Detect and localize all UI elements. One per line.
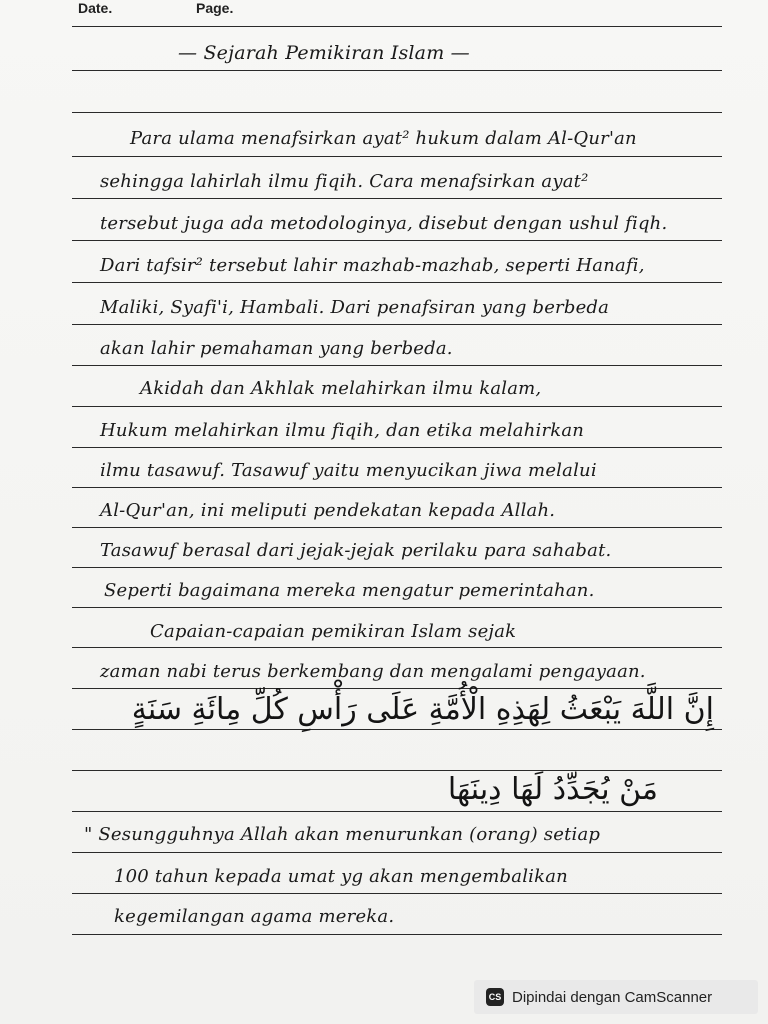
note-line: Hukum melahirkan ilmu fiqih, dan etika melahirkan xyxy=(100,420,585,441)
arabic-line: مَنْ يُجَدِّدُ لَهَا دِينَهَا xyxy=(447,772,658,807)
ruled-line xyxy=(72,487,722,488)
ruled-line xyxy=(72,198,722,199)
translation-line: kegemilangan agama mereka. xyxy=(114,906,395,927)
ruled-line xyxy=(72,156,722,157)
note-line: tersebut juga ada metodologinya, disebut dengan ushul fiqh. xyxy=(100,213,668,234)
camscanner-watermark xyxy=(474,980,758,1014)
translation-line: 100 tahun kepada umat yg akan mengembalikan xyxy=(114,866,568,887)
translation-line: " Sesungguhnya Allah akan menurunkan (orang) setiap xyxy=(84,824,601,845)
note-title: — Sejarah Pemikiran Islam — xyxy=(178,42,470,64)
ruled-line xyxy=(72,647,722,648)
ruled-line xyxy=(72,567,722,568)
ruled-line xyxy=(72,282,722,283)
ruled-line xyxy=(72,688,722,689)
note-line: Maliki, Syafi'i, Hambali. Dari penafsiran yang berbeda xyxy=(100,297,610,318)
camscanner-icon: CS xyxy=(486,988,504,1006)
note-line: zaman nabi terus berkembang dan mengalami pengayaan. xyxy=(100,661,646,682)
note-line: Akidah dan Akhlak melahirkan ilmu kalam, xyxy=(140,378,542,399)
ruled-line xyxy=(72,26,722,27)
watermark-text: Dipindai dengan CamScanner xyxy=(512,988,713,1006)
ruled-line xyxy=(72,406,722,407)
ruled-line xyxy=(72,607,722,608)
note-line: Capaian-capaian pemikiran Islam sejak xyxy=(150,621,517,642)
ruled-line xyxy=(72,240,722,241)
note-line: akan lahir pemahaman yang berbeda. xyxy=(100,338,453,359)
date-label: Date. xyxy=(78,0,113,16)
note-line: ilmu tasawuf. Tasawuf yaitu menyucikan jiwa melalui xyxy=(100,460,597,481)
arabic-line: إِنَّ اللَّهَ يَبْعَثُ لِهَذِهِ الْأُمَّةِ عَلَى رَأْسِ كُلِّ مِائَةِ سَنَةٍ xyxy=(131,692,714,727)
note-line: Tasawuf berasal dari jejak-jejak perilaku para sahabat. xyxy=(100,540,612,561)
note-line: Seperti bagaimana mereka mengatur pemerintahan. xyxy=(104,580,595,601)
ruled-line xyxy=(72,70,722,71)
ruled-line xyxy=(72,852,722,853)
ruled-line xyxy=(72,729,722,730)
ruled-line xyxy=(72,112,722,113)
ruled-line xyxy=(72,324,722,325)
note-line: Al-Qur'an, ini meliputi pendekatan kepada Allah. xyxy=(100,500,556,521)
ruled-line xyxy=(72,365,722,366)
note-line: Para ulama menafsirkan ayat² hukum dalam Al-Qur'an xyxy=(130,128,637,149)
ruled-line xyxy=(72,770,722,771)
ruled-line xyxy=(72,447,722,448)
ruled-line xyxy=(72,893,722,894)
ruled-line xyxy=(72,527,722,528)
note-line: Dari tafsir² tersebut lahir mazhab-mazhab, seperti Hanafi, xyxy=(100,255,645,276)
note-line: sehingga lahirlah ilmu fiqih. Cara menafsirkan ayat² xyxy=(100,171,589,192)
ruled-line xyxy=(72,934,722,935)
ruled-line xyxy=(72,811,722,812)
page-label: Page. xyxy=(196,0,234,16)
